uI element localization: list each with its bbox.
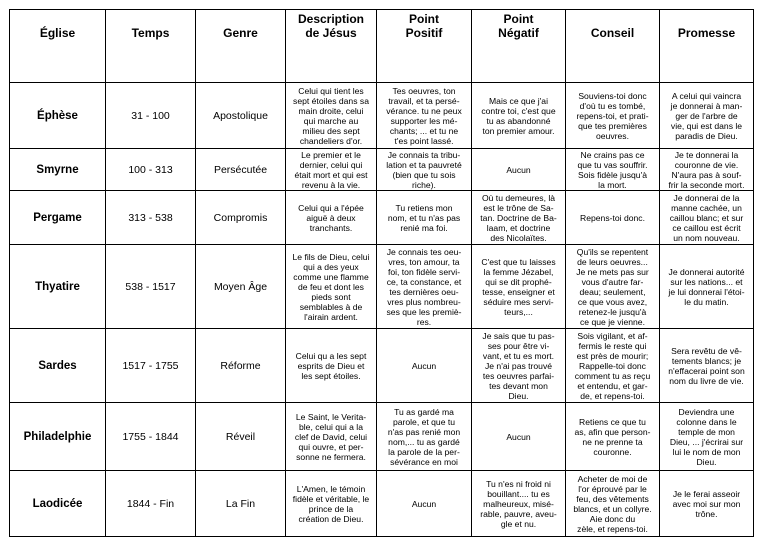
promesse-cell: Je donnerai autorité sur les nations... et je lui donnerai l'étoi- le du matin. bbox=[660, 245, 754, 329]
eglise-cell: Philadelphie bbox=[10, 403, 106, 471]
header-positif: Point Positif bbox=[377, 10, 472, 83]
description-cell: Celui qui tient les sept étoiles dans sa main droite, celui qui marche au milieu des sept chandeliers d'or. bbox=[286, 83, 377, 149]
promesse-cell: Je le ferai asseoir avec moi sur mon trône. bbox=[660, 471, 754, 537]
temps-cell: 1517 - 1755 bbox=[106, 329, 196, 403]
table-row bbox=[10, 191, 754, 245]
conseil-cell: Retiens ce que tu as, afin que person- ne ne prenne ta couronne. bbox=[566, 403, 660, 471]
conseil-cell: Repens-toi donc. bbox=[566, 191, 660, 245]
eglise-cell: Thyatire bbox=[10, 245, 106, 329]
eglise-cell: Pergame bbox=[10, 191, 106, 245]
negatif-cell: Je sais que tu pas- ses pour être vi- vant, et tu es mort. Je n'ai pas trouvé tes oeuvres parfai- tes devant mon Dieu. bbox=[472, 329, 566, 403]
conseil-cell: Qu'ils se repentent de leurs oeuvres... Je ne mets pas sur vous d'autre far- deau; seulement, ce que vous avez, retenez-le jusqu'à ce que je vienne. bbox=[566, 245, 660, 329]
genre-cell: Compromis bbox=[196, 191, 286, 245]
genre-cell: Réforme bbox=[196, 329, 286, 403]
description-cell: Celui qui a l'épée aiguë à deux tranchants. bbox=[286, 191, 377, 245]
table-row bbox=[10, 83, 754, 149]
header-negatif: Point Négatif bbox=[472, 10, 566, 83]
positif-cell: Tu retiens mon nom, et tu n'as pas renié ma foi. bbox=[377, 191, 472, 245]
eglise-cell: Laodicée bbox=[10, 471, 106, 537]
temps-cell: 31 - 100 bbox=[106, 83, 196, 149]
genre-cell: Persécutée bbox=[196, 149, 286, 191]
table-row bbox=[10, 245, 754, 329]
promesse-cell: Sera revêtu de vê- tements blancs; je n'effacerai point son nom du livre de vie. bbox=[660, 329, 754, 403]
temps-cell: 100 - 313 bbox=[106, 149, 196, 191]
header-row bbox=[10, 10, 754, 83]
conseil-cell: Souviens-toi donc d'où tu es tombé, repens-toi, et prati- que tes premières oeuvres. bbox=[566, 83, 660, 149]
churches-table-wrapper bbox=[9, 9, 754, 537]
header-promesse: Promesse bbox=[660, 10, 754, 83]
eglise-cell: Éphèse bbox=[10, 83, 106, 149]
promesse-cell: Je te donnerai la couronne de vie. N'aura pas à souf- frir la seconde mort. bbox=[660, 149, 754, 191]
description-cell: Le premier et le dernier, celui qui était mort et qui est revenu à la vie. bbox=[286, 149, 377, 191]
positif-cell: Je connais tes oeu- vres, ton amour, ta foi, ton fidèle servi- ce, ta constance, et tes dernières oeu- vres plus nombreu- ses que les premiè- res. bbox=[377, 245, 472, 329]
table-row bbox=[10, 403, 754, 471]
table-row bbox=[10, 149, 754, 191]
temps-cell: 538 - 1517 bbox=[106, 245, 196, 329]
genre-cell: Réveil bbox=[196, 403, 286, 471]
negatif-cell: Aucun bbox=[472, 149, 566, 191]
header-conseil: Conseil bbox=[566, 10, 660, 83]
description-cell: Le fils de Dieu, celui qui a des yeux comme une flamme de feu et dont les pieds sont semblables à de l'airain ardent. bbox=[286, 245, 377, 329]
description-cell: Le Saint, le Verita- ble, celui qui a la clef de David, celui qui ouvre, et per- sonne ne fermera. bbox=[286, 403, 377, 471]
promesse-cell: Je donnerai de la manne cachée, un caillou blanc; et sur ce caillou est écrit un nom nouveau. bbox=[660, 191, 754, 245]
negatif-cell: Aucun bbox=[472, 403, 566, 471]
temps-cell: 1844 - Fin bbox=[106, 471, 196, 537]
promesse-cell: Deviendra une colonne dans le temple de mon Dieu, ... j'écrirai sur lui le nom de mon Dieu. bbox=[660, 403, 754, 471]
negatif-cell: Mais ce que j'ai contre toi, c'est que tu as abandonné ton premier amour. bbox=[472, 83, 566, 149]
eglise-cell: Smyrne bbox=[10, 149, 106, 191]
header-genre: Genre bbox=[196, 10, 286, 83]
promesse-cell: A celui qui vaincra je donnerai à man- ger de l'arbre de vie, qui est dans le paradis de Dieu. bbox=[660, 83, 754, 149]
genre-cell: Moyen Âge bbox=[196, 245, 286, 329]
conseil-cell: Acheter de moi de l'or éprouvé par le feu, des vêtements blancs, et un collyre. Aie donc du zèle, et repens-toi. bbox=[566, 471, 660, 537]
negatif-cell: Tu n'es ni froid ni bouillant.... tu es malheureux, misé- rable, pauvre, aveu- gle et nu. bbox=[472, 471, 566, 537]
table-row bbox=[10, 329, 754, 403]
positif-cell: Je connais ta tribu- lation et ta pauvreté (bien que tu sois riche). bbox=[377, 149, 472, 191]
description-cell: Celui qu a les sept esprits de Dieu et les sept étoiles. bbox=[286, 329, 377, 403]
temps-cell: 1755 - 1844 bbox=[106, 403, 196, 471]
seven-churches-table bbox=[9, 9, 754, 537]
negatif-cell: Où tu demeures, là est le trône de Sa- tan. Doctrine de Ba- laam, et doctrine des Nicolaïtes. bbox=[472, 191, 566, 245]
negatif-cell: C'est que tu laisses la femme Jézabel, qui se dit prophé- tesse, enseigner et séduire mes servi- teurs,... bbox=[472, 245, 566, 329]
genre-cell: Apostolique bbox=[196, 83, 286, 149]
table-row bbox=[10, 471, 754, 537]
header-eglise: Église bbox=[10, 10, 106, 83]
header-description: Description de Jésus bbox=[286, 10, 377, 83]
conseil-cell: Sois vigilant, et af- fermis le reste qui est près de mourir; Rappelle-toi donc comment tu as reçu et entendu, et gar- de, et repens-toi. bbox=[566, 329, 660, 403]
description-cell: L'Amen, le témoin fidèle et véritable, le prince de la création de Dieu. bbox=[286, 471, 377, 537]
header-temps: Temps bbox=[106, 10, 196, 83]
genre-cell: La Fin bbox=[196, 471, 286, 537]
positif-cell: Tes oeuvres, ton travail, et ta persé- vérance. tu ne peux supporter les mé- chants; ... et tu ne t'es point lassé. bbox=[377, 83, 472, 149]
positif-cell: Tu as gardé ma parole, et que tu n'as pas renié mon nom,... tu as gardé la parole de la per- sévérance en moi bbox=[377, 403, 472, 471]
eglise-cell: Sardes bbox=[10, 329, 106, 403]
positif-cell: Aucun bbox=[377, 329, 472, 403]
conseil-cell: Ne crains pas ce que tu vas souffrir. Sois fidèle jusqu'à la mort. bbox=[566, 149, 660, 191]
temps-cell: 313 - 538 bbox=[106, 191, 196, 245]
positif-cell: Aucun bbox=[377, 471, 472, 537]
